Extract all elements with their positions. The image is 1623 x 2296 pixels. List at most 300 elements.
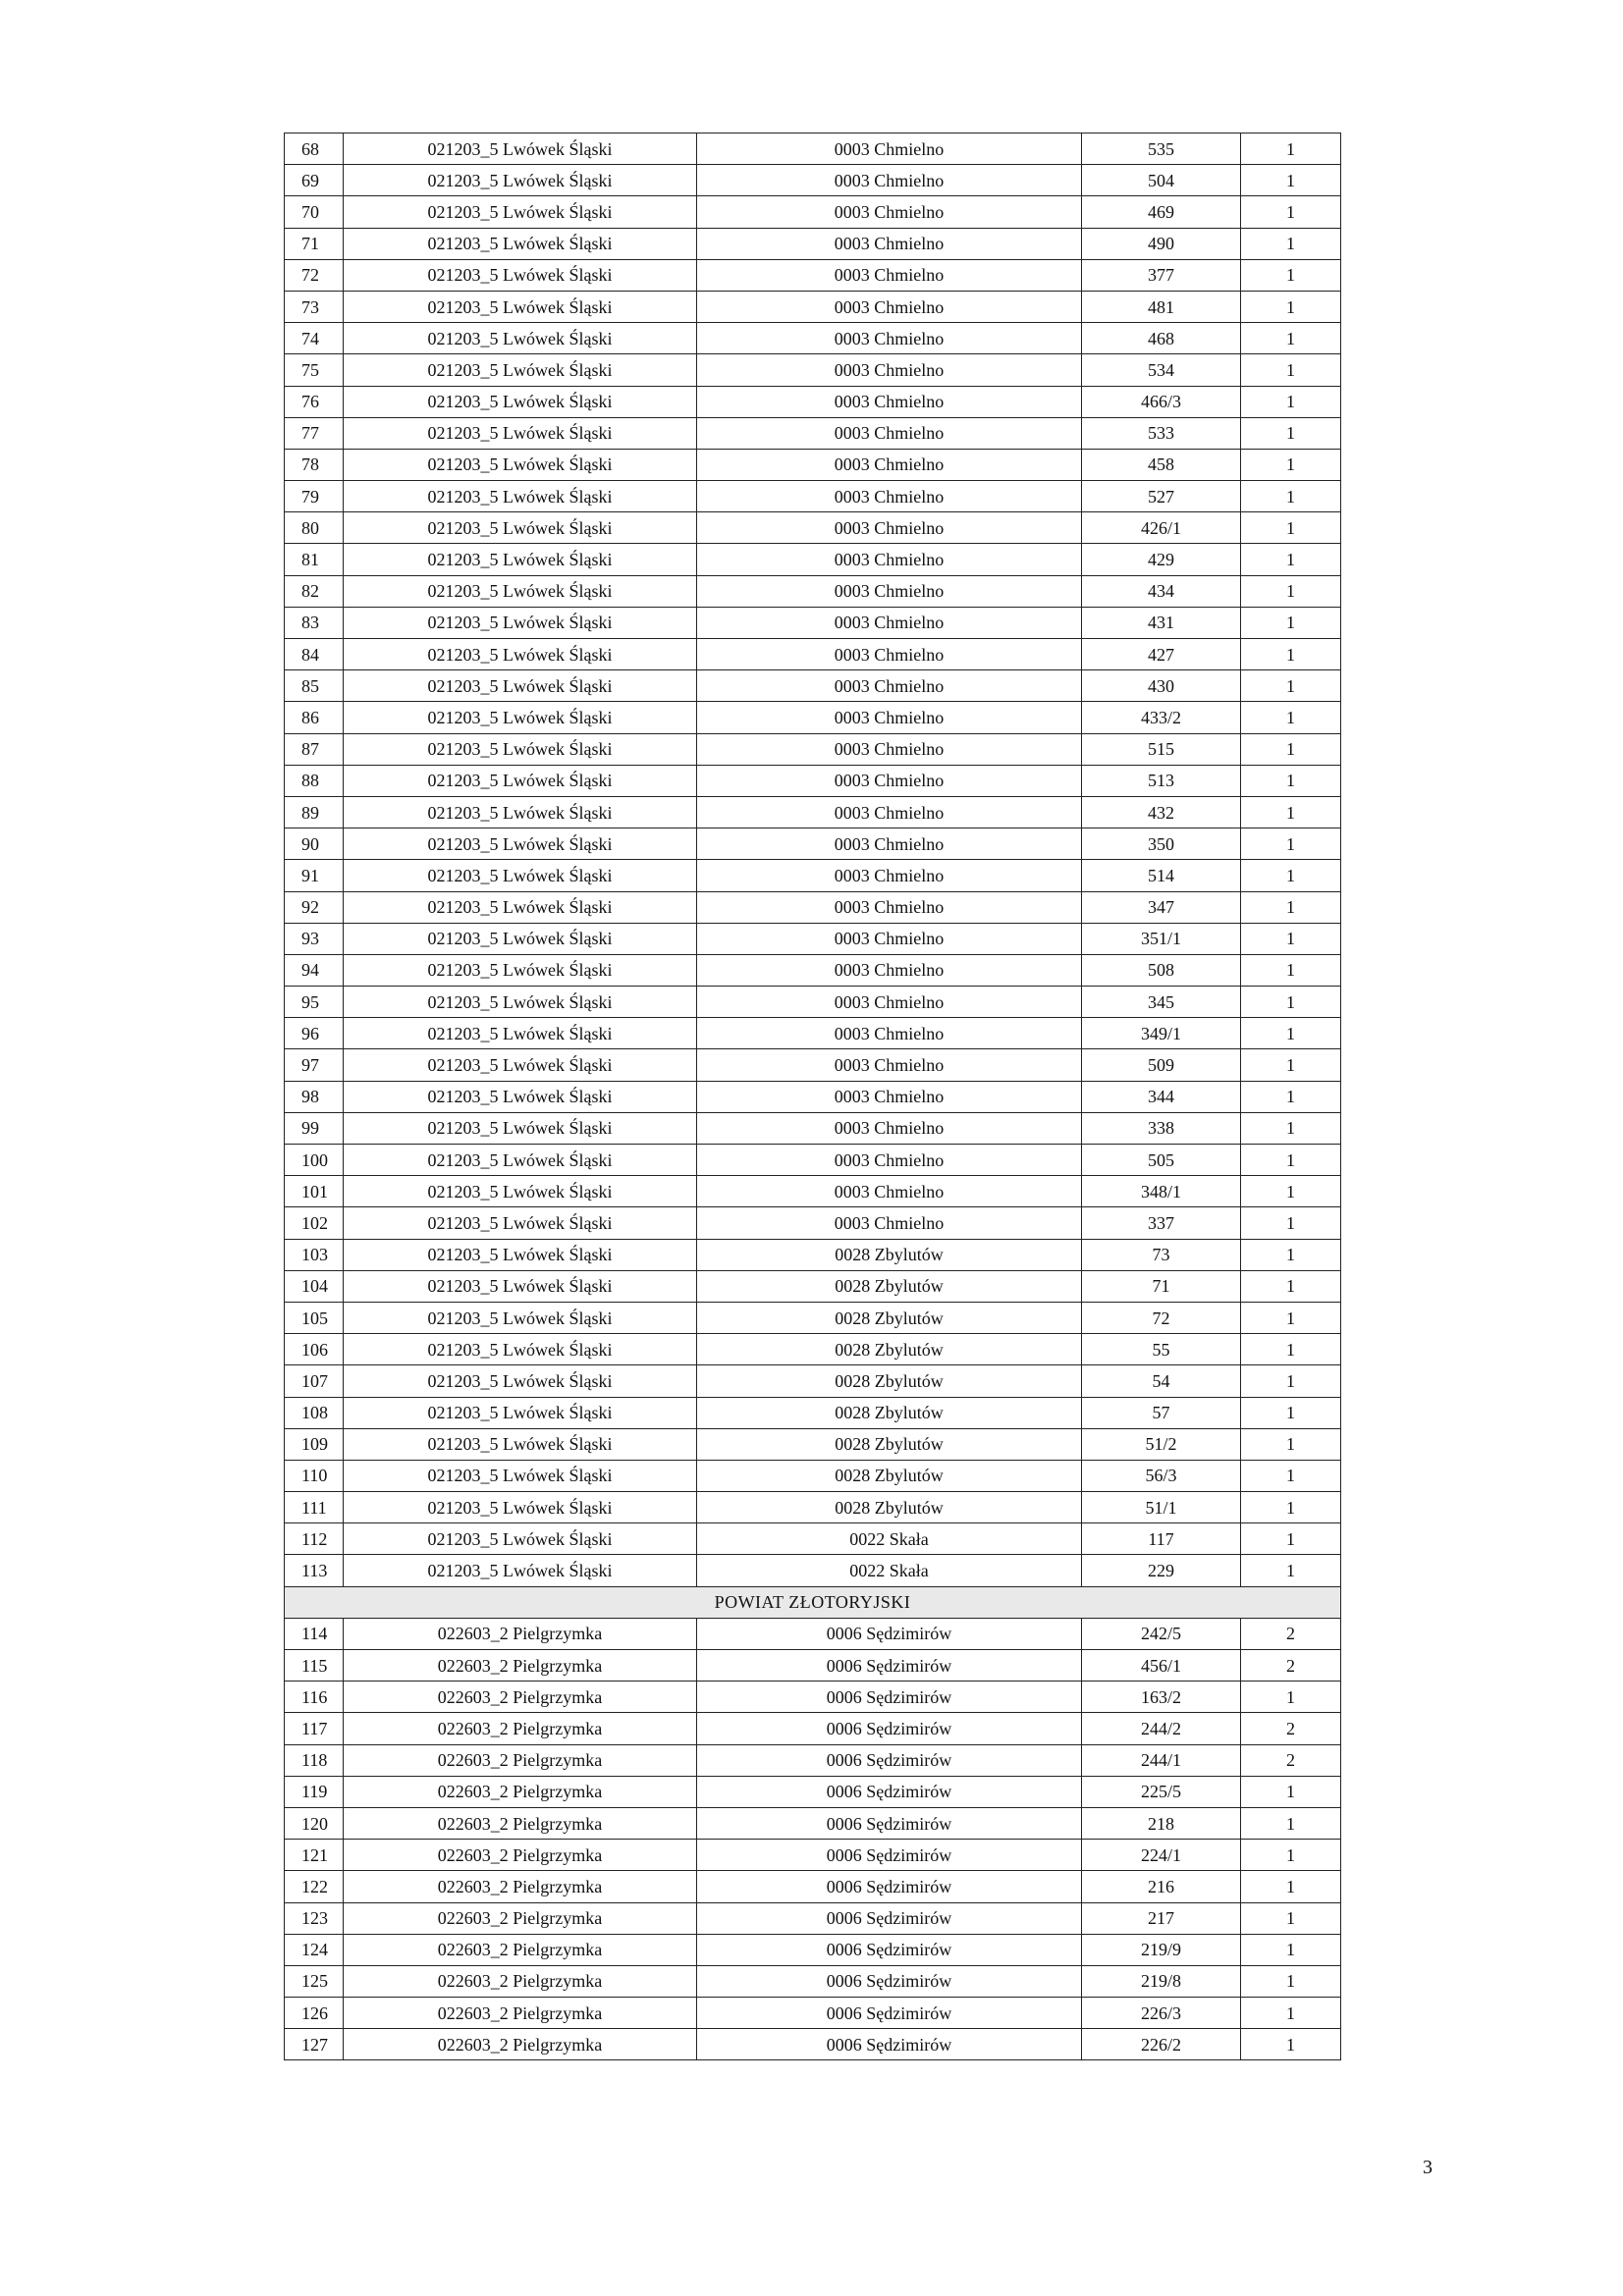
count-cell: 1 (1241, 1270, 1341, 1302)
table-row (285, 607, 1341, 638)
row-number: 122 (285, 1871, 344, 1902)
gmina-cell: 021203_5 Lwówek Śląski (344, 417, 697, 449)
obreb-cell: 0006 Sędzimirów (697, 1965, 1082, 1997)
parcel-rows-lwowek (285, 133, 1341, 1587)
parcel-number-cell: 117 (1082, 1523, 1241, 1555)
table-row (285, 512, 1341, 544)
parcel-number-cell: 351/1 (1082, 923, 1241, 954)
table-row (285, 733, 1341, 765)
gmina-cell: 021203_5 Lwówek Śląski (344, 1334, 697, 1365)
obreb-cell: 0003 Chmielno (697, 860, 1082, 891)
parcel-number-cell: 225/5 (1082, 1776, 1241, 1807)
gmina-cell: 021203_5 Lwówek Śląski (344, 1428, 697, 1460)
count-cell: 1 (1241, 133, 1341, 165)
table-row (285, 481, 1341, 512)
count-cell: 1 (1241, 354, 1341, 386)
count-cell: 1 (1241, 1523, 1341, 1555)
table-row (285, 923, 1341, 954)
table-row (285, 1270, 1341, 1302)
parcel-number-cell: 513 (1082, 765, 1241, 796)
row-number: 85 (285, 670, 344, 702)
parcel-number-cell: 226/3 (1082, 1998, 1241, 2029)
parcel-number-cell: 514 (1082, 860, 1241, 891)
row-number: 100 (285, 1145, 344, 1176)
row-number: 113 (285, 1555, 344, 1586)
gmina-cell: 022603_2 Pielgrzymka (344, 1776, 697, 1807)
table-row (285, 828, 1341, 860)
obreb-cell: 0003 Chmielno (697, 987, 1082, 1018)
obreb-cell: 0028 Zbylutów (697, 1334, 1082, 1365)
count-cell: 1 (1241, 323, 1341, 354)
row-number: 69 (285, 165, 344, 196)
row-number: 107 (285, 1365, 344, 1397)
table-row (285, 670, 1341, 702)
count-cell: 1 (1241, 1018, 1341, 1049)
table-row (285, 765, 1341, 796)
row-number: 93 (285, 923, 344, 954)
table-row (285, 1776, 1341, 1807)
row-number: 99 (285, 1112, 344, 1144)
table-row (285, 1112, 1341, 1144)
obreb-cell: 0003 Chmielno (697, 481, 1082, 512)
obreb-cell: 0006 Sędzimirów (697, 1650, 1082, 1682)
parcel-number-cell: 71 (1082, 1270, 1241, 1302)
count-cell: 1 (1241, 575, 1341, 607)
count-cell: 2 (1241, 1618, 1341, 1649)
parcel-number-cell: 216 (1082, 1871, 1241, 1902)
gmina-cell: 021203_5 Lwówek Śląski (344, 765, 697, 796)
row-number: 73 (285, 291, 344, 322)
gmina-cell: 021203_5 Lwówek Śląski (344, 796, 697, 828)
table-row (285, 1145, 1341, 1176)
obreb-cell: 0003 Chmielno (697, 449, 1082, 480)
obreb-cell: 0006 Sędzimirów (697, 1618, 1082, 1649)
count-cell: 1 (1241, 860, 1341, 891)
table-row (285, 1744, 1341, 1776)
gmina-cell: 021203_5 Lwówek Śląski (344, 1207, 697, 1239)
row-number: 80 (285, 512, 344, 544)
obreb-cell: 0006 Sędzimirów (697, 1744, 1082, 1776)
row-number: 103 (285, 1239, 344, 1270)
table-row (285, 1018, 1341, 1049)
row-number: 83 (285, 607, 344, 638)
obreb-cell: 0006 Sędzimirów (697, 1998, 1082, 2029)
parcel-number-cell: 337 (1082, 1207, 1241, 1239)
table-row (285, 165, 1341, 196)
gmina-cell: 021203_5 Lwówek Śląski (344, 133, 697, 165)
count-cell: 1 (1241, 228, 1341, 259)
table-row (285, 1428, 1341, 1460)
parcel-number-cell: 430 (1082, 670, 1241, 702)
gmina-cell: 022603_2 Pielgrzymka (344, 1618, 697, 1649)
parcel-number-cell: 468 (1082, 323, 1241, 354)
row-number: 126 (285, 1998, 344, 2029)
parcel-number-cell: 469 (1082, 196, 1241, 228)
parcel-number-cell: 534 (1082, 354, 1241, 386)
gmina-cell: 021203_5 Lwówek Śląski (344, 354, 697, 386)
count-cell: 1 (1241, 1302, 1341, 1333)
parcel-number-cell: 51/2 (1082, 1428, 1241, 1460)
row-number: 120 (285, 1807, 344, 1839)
table-row (285, 544, 1341, 575)
parcel-number-cell: 163/2 (1082, 1682, 1241, 1713)
parcel-number-cell: 348/1 (1082, 1176, 1241, 1207)
gmina-cell: 021203_5 Lwówek Śląski (344, 1365, 697, 1397)
gmina-cell: 021203_5 Lwówek Śląski (344, 1049, 697, 1081)
gmina-cell: 021203_5 Lwówek Śląski (344, 386, 697, 417)
count-cell: 1 (1241, 1334, 1341, 1365)
table-row (285, 1713, 1341, 1744)
table-row (285, 860, 1341, 891)
table-row (285, 291, 1341, 322)
count-cell: 1 (1241, 1460, 1341, 1491)
count-cell: 1 (1241, 1397, 1341, 1428)
table-row (285, 702, 1341, 733)
count-cell: 1 (1241, 923, 1341, 954)
row-number: 82 (285, 575, 344, 607)
row-number: 115 (285, 1650, 344, 1682)
obreb-cell: 0006 Sędzimirów (697, 1902, 1082, 1934)
obreb-cell: 0003 Chmielno (697, 607, 1082, 638)
gmina-cell: 021203_5 Lwówek Śląski (344, 228, 697, 259)
row-number: 117 (285, 1713, 344, 1744)
parcel-number-cell: 347 (1082, 891, 1241, 923)
table-row (285, 1682, 1341, 1713)
section-title: POWIAT ZŁOTORYJSKI (285, 1586, 1341, 1618)
section-header (285, 1586, 1341, 1618)
row-number: 121 (285, 1840, 344, 1871)
table-row (285, 1397, 1341, 1428)
table-row (285, 1207, 1341, 1239)
count-cell: 1 (1241, 417, 1341, 449)
table-row (285, 1460, 1341, 1491)
table-row (285, 1176, 1341, 1207)
count-cell: 1 (1241, 1776, 1341, 1807)
obreb-cell: 0003 Chmielno (697, 1145, 1082, 1176)
table-row (285, 228, 1341, 259)
parcel-number-cell: 490 (1082, 228, 1241, 259)
obreb-cell: 0003 Chmielno (697, 796, 1082, 828)
obreb-cell: 0006 Sędzimirów (697, 1934, 1082, 1965)
count-cell: 1 (1241, 1555, 1341, 1586)
obreb-cell: 0003 Chmielno (697, 891, 1082, 923)
gmina-cell: 021203_5 Lwówek Śląski (344, 828, 697, 860)
parcel-number-cell: 51/1 (1082, 1492, 1241, 1523)
row-number: 68 (285, 133, 344, 165)
count-cell: 1 (1241, 796, 1341, 828)
gmina-cell: 021203_5 Lwówek Śląski (344, 1492, 697, 1523)
gmina-cell: 021203_5 Lwówek Śląski (344, 1239, 697, 1270)
count-cell: 1 (1241, 1049, 1341, 1081)
obreb-cell: 0006 Sędzimirów (697, 1713, 1082, 1744)
row-number: 104 (285, 1270, 344, 1302)
obreb-cell: 0003 Chmielno (697, 228, 1082, 259)
count-cell: 1 (1241, 291, 1341, 322)
table-row (285, 1523, 1341, 1555)
row-number: 76 (285, 386, 344, 417)
table-row (285, 1998, 1341, 2029)
gmina-cell: 021203_5 Lwówek Śląski (344, 1555, 697, 1586)
parcel-number-cell: 377 (1082, 259, 1241, 291)
gmina-cell: 021203_5 Lwówek Śląski (344, 449, 697, 480)
gmina-cell: 022603_2 Pielgrzymka (344, 1871, 697, 1902)
obreb-cell: 0003 Chmielno (697, 639, 1082, 670)
obreb-cell: 0003 Chmielno (697, 291, 1082, 322)
obreb-cell: 0003 Chmielno (697, 670, 1082, 702)
row-number: 88 (285, 765, 344, 796)
gmina-cell: 021203_5 Lwówek Śląski (344, 639, 697, 670)
count-cell: 1 (1241, 1871, 1341, 1902)
gmina-cell: 021203_5 Lwówek Śląski (344, 1397, 697, 1428)
row-number: 105 (285, 1302, 344, 1333)
gmina-cell: 022603_2 Pielgrzymka (344, 1713, 697, 1744)
parcel-number-cell: 504 (1082, 165, 1241, 196)
table-row (285, 954, 1341, 986)
gmina-cell: 021203_5 Lwówek Śląski (344, 544, 697, 575)
table-row (285, 1902, 1341, 1934)
count-cell: 1 (1241, 607, 1341, 638)
obreb-cell: 0028 Zbylutów (697, 1397, 1082, 1428)
count-cell: 1 (1241, 1207, 1341, 1239)
parcel-number-cell: 509 (1082, 1049, 1241, 1081)
gmina-cell: 022603_2 Pielgrzymka (344, 2029, 697, 2060)
parcel-number-cell: 73 (1082, 1239, 1241, 1270)
count-cell: 1 (1241, 512, 1341, 544)
parcel-number-cell: 427 (1082, 639, 1241, 670)
obreb-cell: 0003 Chmielno (697, 386, 1082, 417)
count-cell: 1 (1241, 386, 1341, 417)
count-cell: 1 (1241, 1998, 1341, 2029)
obreb-cell: 0003 Chmielno (697, 923, 1082, 954)
obreb-cell: 0003 Chmielno (697, 544, 1082, 575)
gmina-cell: 022603_2 Pielgrzymka (344, 1650, 697, 1682)
row-number: 90 (285, 828, 344, 860)
obreb-cell: 0003 Chmielno (697, 828, 1082, 860)
row-number: 119 (285, 1776, 344, 1807)
parcel-number-cell: 431 (1082, 607, 1241, 638)
obreb-cell: 0022 Skała (697, 1555, 1082, 1586)
count-cell: 1 (1241, 828, 1341, 860)
row-number: 109 (285, 1428, 344, 1460)
row-number: 125 (285, 1965, 344, 1997)
row-number: 127 (285, 2029, 344, 2060)
gmina-cell: 021203_5 Lwówek Śląski (344, 1145, 697, 1176)
gmina-cell: 021203_5 Lwówek Śląski (344, 323, 697, 354)
row-number: 87 (285, 733, 344, 765)
table-row (285, 575, 1341, 607)
gmina-cell: 021203_5 Lwówek Śląski (344, 1018, 697, 1049)
row-number: 91 (285, 860, 344, 891)
obreb-cell: 0003 Chmielno (697, 1207, 1082, 1239)
row-number: 86 (285, 702, 344, 733)
obreb-cell: 0028 Zbylutów (697, 1302, 1082, 1333)
parcel-number-cell: 338 (1082, 1112, 1241, 1144)
row-number: 95 (285, 987, 344, 1018)
table-row (285, 1239, 1341, 1270)
gmina-cell: 021203_5 Lwówek Śląski (344, 1270, 697, 1302)
obreb-cell: 0006 Sędzimirów (697, 1776, 1082, 1807)
gmina-cell: 021203_5 Lwówek Śląski (344, 607, 697, 638)
row-number: 94 (285, 954, 344, 986)
count-cell: 1 (1241, 1934, 1341, 1965)
row-number: 106 (285, 1334, 344, 1365)
parcel-number-cell: 429 (1082, 544, 1241, 575)
table-row (285, 196, 1341, 228)
row-number: 92 (285, 891, 344, 923)
parcel-table (284, 133, 1341, 2060)
parcel-number-cell: 350 (1082, 828, 1241, 860)
parcel-number-cell: 226/2 (1082, 2029, 1241, 2060)
gmina-cell: 021203_5 Lwówek Śląski (344, 512, 697, 544)
table-row (285, 1934, 1341, 1965)
parcel-number-cell: 56/3 (1082, 1460, 1241, 1491)
obreb-cell: 0003 Chmielno (697, 512, 1082, 544)
parcel-number-cell: 458 (1082, 449, 1241, 480)
row-number: 75 (285, 354, 344, 386)
obreb-cell: 0003 Chmielno (697, 165, 1082, 196)
gmina-cell: 022603_2 Pielgrzymka (344, 1682, 697, 1713)
obreb-cell: 0028 Zbylutów (697, 1270, 1082, 1302)
row-number: 81 (285, 544, 344, 575)
table-row (285, 1365, 1341, 1397)
row-number: 124 (285, 1934, 344, 1965)
count-cell: 1 (1241, 196, 1341, 228)
count-cell: 1 (1241, 1112, 1341, 1144)
count-cell: 1 (1241, 1807, 1341, 1839)
gmina-cell: 021203_5 Lwówek Śląski (344, 923, 697, 954)
count-cell: 1 (1241, 639, 1341, 670)
table-row (285, 891, 1341, 923)
table-row (285, 987, 1341, 1018)
parcel-number-cell: 244/2 (1082, 1713, 1241, 1744)
count-cell: 1 (1241, 954, 1341, 986)
count-cell: 1 (1241, 1965, 1341, 1997)
row-number: 79 (285, 481, 344, 512)
obreb-cell: 0003 Chmielno (697, 954, 1082, 986)
table-row (285, 1492, 1341, 1523)
row-number: 101 (285, 1176, 344, 1207)
parcel-number-cell: 55 (1082, 1334, 1241, 1365)
table-row (285, 386, 1341, 417)
table-row (285, 323, 1341, 354)
table-row (285, 639, 1341, 670)
count-cell: 1 (1241, 702, 1341, 733)
count-cell: 1 (1241, 670, 1341, 702)
table-row (285, 259, 1341, 291)
count-cell: 1 (1241, 1239, 1341, 1270)
count-cell: 1 (1241, 1840, 1341, 1871)
row-number: 84 (285, 639, 344, 670)
obreb-cell: 0003 Chmielno (697, 1112, 1082, 1144)
gmina-cell: 021203_5 Lwówek Śląski (344, 702, 697, 733)
page-number: 3 (1423, 2157, 1433, 2178)
gmina-cell: 022603_2 Pielgrzymka (344, 1744, 697, 1776)
gmina-cell: 021203_5 Lwówek Śląski (344, 481, 697, 512)
count-cell: 1 (1241, 449, 1341, 480)
table-row (285, 1555, 1341, 1586)
row-number: 118 (285, 1744, 344, 1776)
gmina-cell: 022603_2 Pielgrzymka (344, 1965, 697, 1997)
parcel-number-cell: 505 (1082, 1145, 1241, 1176)
parcel-number-cell: 434 (1082, 575, 1241, 607)
obreb-cell: 0003 Chmielno (697, 323, 1082, 354)
count-cell: 1 (1241, 1145, 1341, 1176)
table-row (285, 133, 1341, 165)
count-cell: 1 (1241, 165, 1341, 196)
count-cell: 1 (1241, 481, 1341, 512)
gmina-cell: 021203_5 Lwówek Śląski (344, 733, 697, 765)
gmina-cell: 021203_5 Lwówek Śląski (344, 987, 697, 1018)
gmina-cell: 021203_5 Lwówek Śląski (344, 1081, 697, 1112)
table-row (285, 1049, 1341, 1081)
obreb-cell: 0003 Chmielno (697, 1176, 1082, 1207)
gmina-cell: 022603_2 Pielgrzymka (344, 1998, 697, 2029)
obreb-cell: 0028 Zbylutów (697, 1492, 1082, 1523)
row-number: 116 (285, 1682, 344, 1713)
row-number: 111 (285, 1492, 344, 1523)
parcel-number-cell: 217 (1082, 1902, 1241, 1934)
obreb-cell: 0003 Chmielno (697, 417, 1082, 449)
row-number: 112 (285, 1523, 344, 1555)
parcel-number-cell: 456/1 (1082, 1650, 1241, 1682)
row-number: 123 (285, 1902, 344, 1934)
table-row (285, 417, 1341, 449)
obreb-cell: 0003 Chmielno (697, 1081, 1082, 1112)
gmina-cell: 022603_2 Pielgrzymka (344, 1934, 697, 1965)
table-row (285, 796, 1341, 828)
gmina-cell: 021203_5 Lwówek Śląski (344, 165, 697, 196)
table-row (285, 1302, 1341, 1333)
table-row (285, 354, 1341, 386)
row-number: 77 (285, 417, 344, 449)
count-cell: 1 (1241, 259, 1341, 291)
count-cell: 1 (1241, 733, 1341, 765)
obreb-cell: 0003 Chmielno (697, 702, 1082, 733)
parcel-number-cell: 229 (1082, 1555, 1241, 1586)
obreb-cell: 0003 Chmielno (697, 733, 1082, 765)
count-cell: 1 (1241, 1492, 1341, 1523)
obreb-cell: 0006 Sędzimirów (697, 1682, 1082, 1713)
row-number: 114 (285, 1618, 344, 1649)
row-number: 110 (285, 1460, 344, 1491)
parcel-number-cell: 219/9 (1082, 1934, 1241, 1965)
table-row (285, 1871, 1341, 1902)
obreb-cell: 0003 Chmielno (697, 196, 1082, 228)
parcel-number-cell: 535 (1082, 133, 1241, 165)
gmina-cell: 021203_5 Lwówek Śląski (344, 575, 697, 607)
table-row (285, 449, 1341, 480)
gmina-cell: 021203_5 Lwówek Śląski (344, 860, 697, 891)
obreb-cell: 0006 Sędzimirów (697, 1871, 1082, 1902)
count-cell: 1 (1241, 1902, 1341, 1934)
gmina-cell: 021203_5 Lwówek Śląski (344, 1112, 697, 1144)
obreb-cell: 0003 Chmielno (697, 1049, 1082, 1081)
count-cell: 2 (1241, 1744, 1341, 1776)
obreb-cell: 0028 Zbylutów (697, 1460, 1082, 1491)
parcel-number-cell: 244/1 (1082, 1744, 1241, 1776)
parcel-number-cell: 219/8 (1082, 1965, 1241, 1997)
obreb-cell: 0003 Chmielno (697, 259, 1082, 291)
count-cell: 1 (1241, 987, 1341, 1018)
row-number: 108 (285, 1397, 344, 1428)
table-row (285, 1618, 1341, 1649)
parcel-number-cell: 344 (1082, 1081, 1241, 1112)
parcel-number-cell: 527 (1082, 481, 1241, 512)
count-cell: 2 (1241, 1713, 1341, 1744)
row-number: 70 (285, 196, 344, 228)
gmina-cell: 021203_5 Lwówek Śląski (344, 1460, 697, 1491)
gmina-cell: 021203_5 Lwówek Śląski (344, 670, 697, 702)
